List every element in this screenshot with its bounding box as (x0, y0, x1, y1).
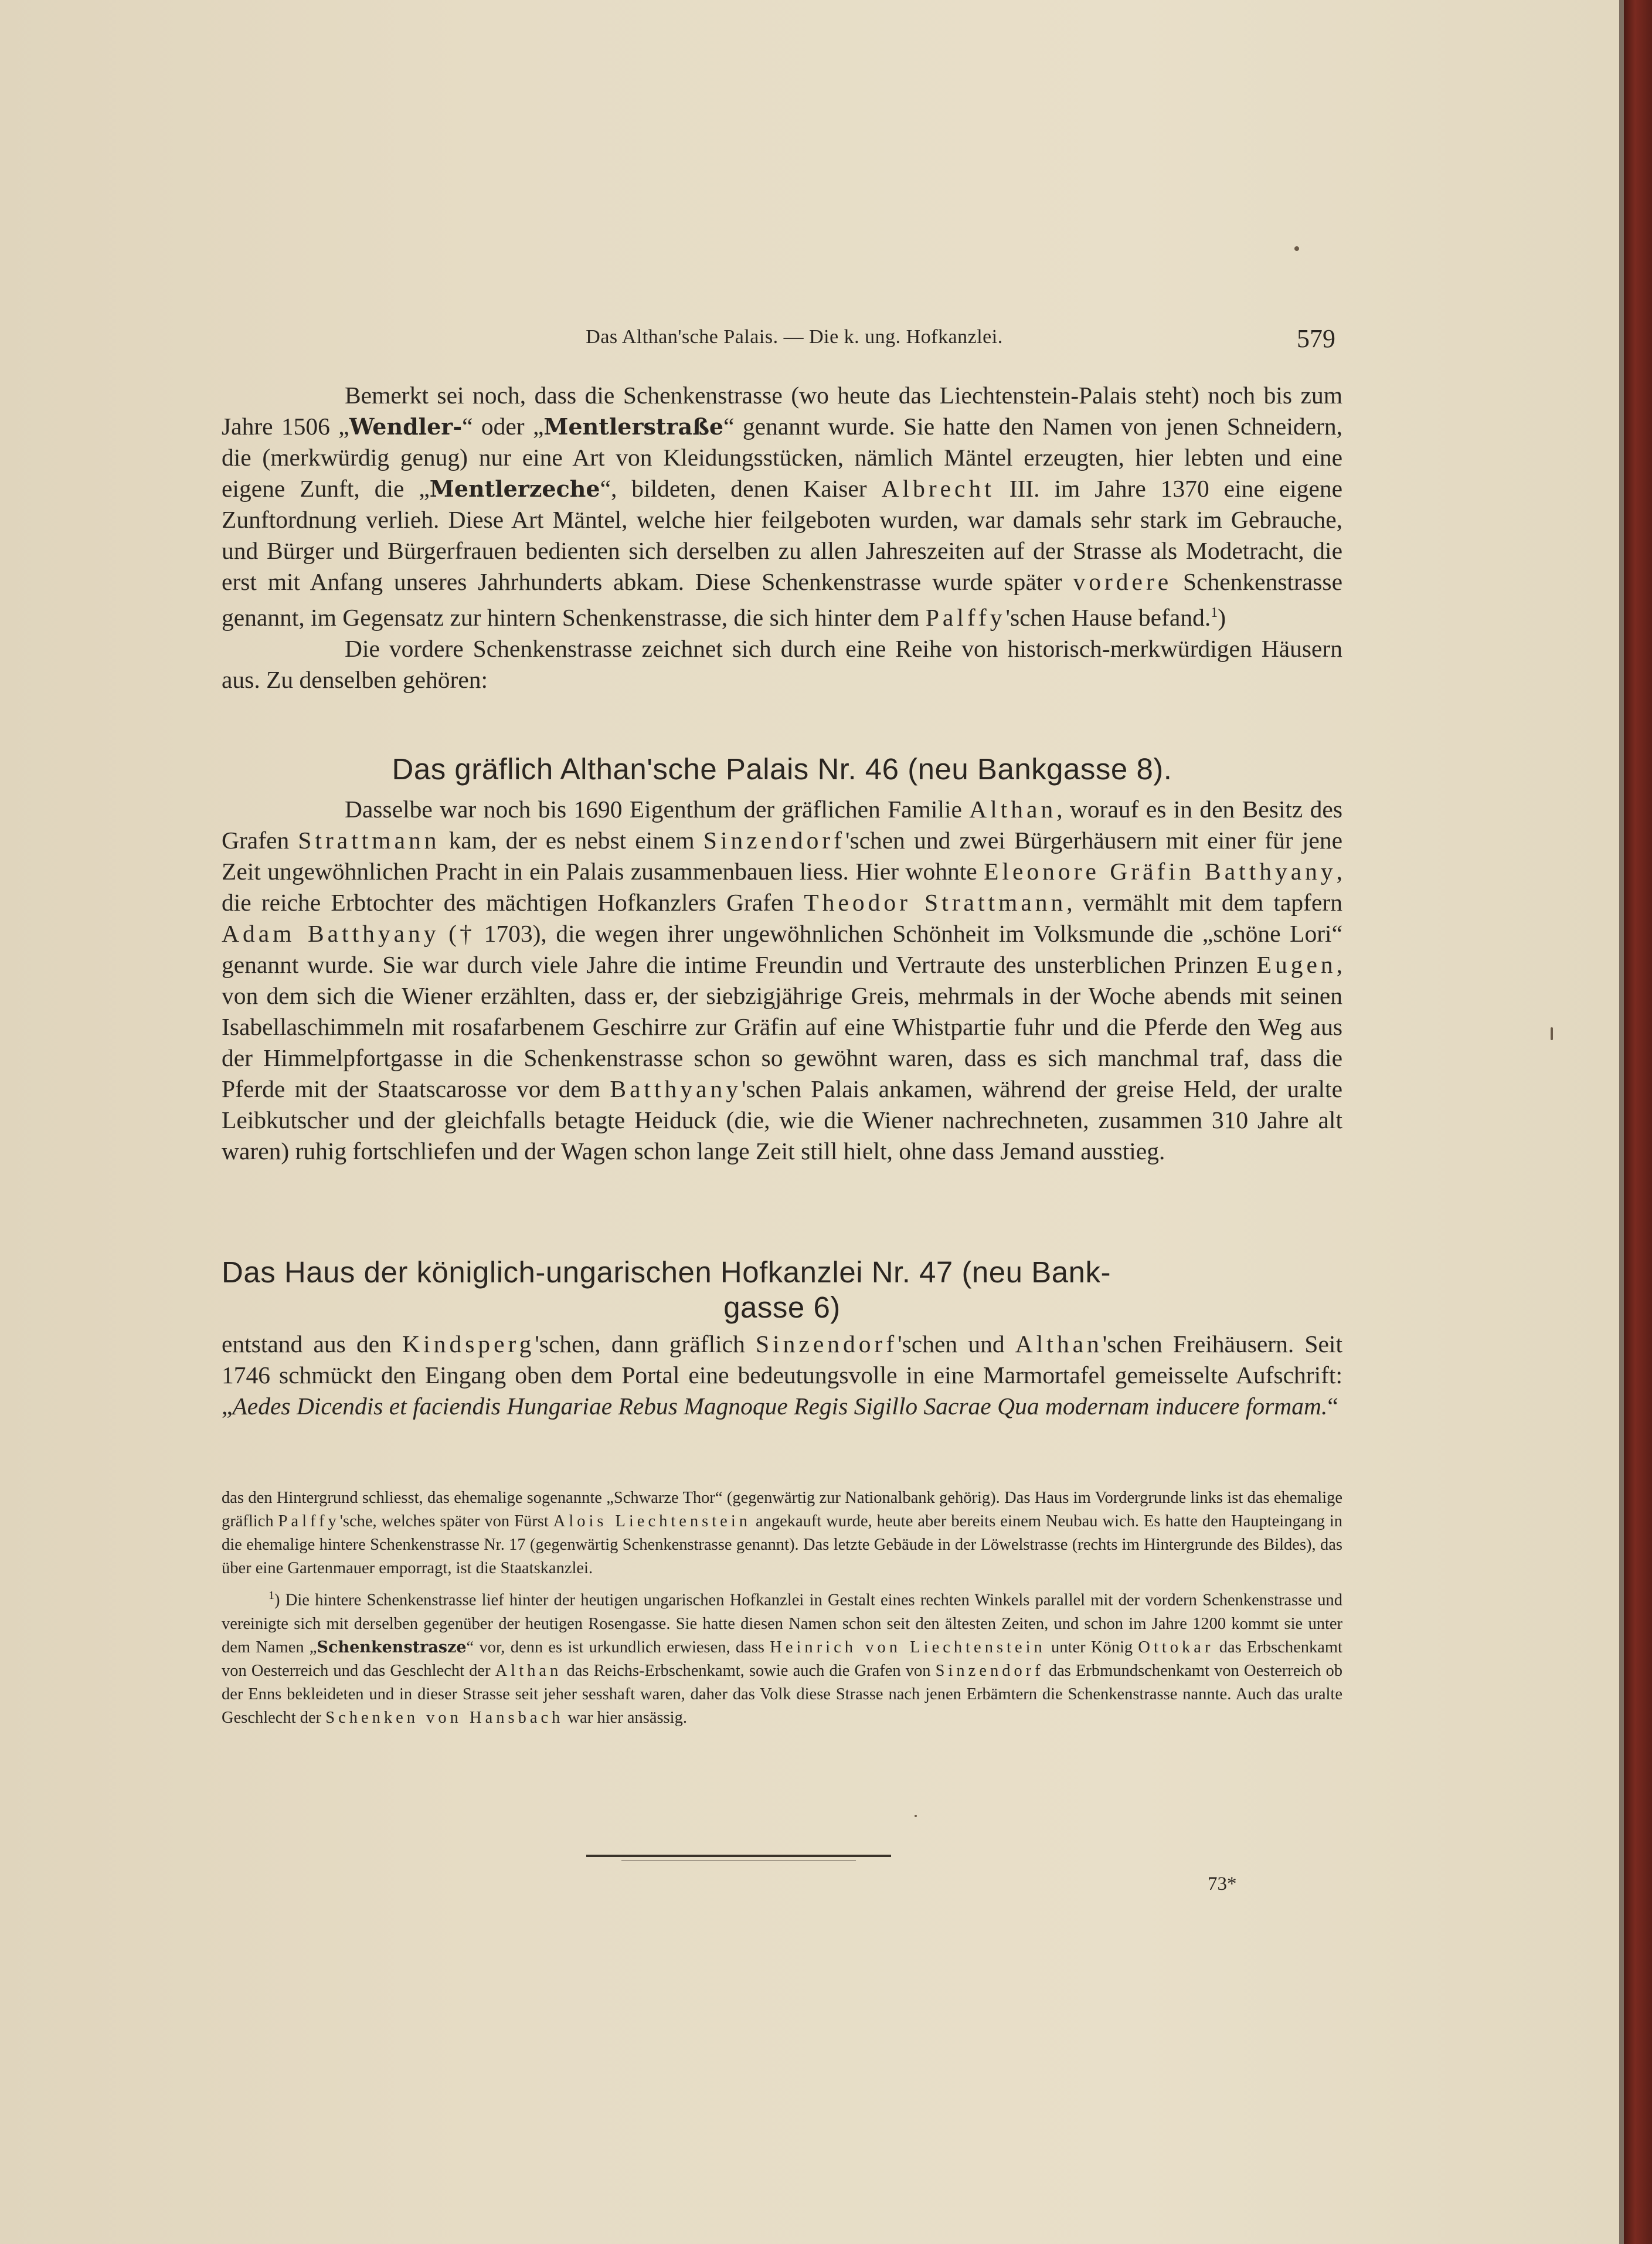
footnotes (222, 1486, 1342, 1730)
fraktur-term: Mentlerstraße (543, 413, 724, 440)
footnote-continued: das den Hintergrund schliesst, das ehemalige sogenannte „Schwarze Thor“ (gegenwärtig zur Nationalbank gehörig). Das Haus im Vordergrunde links ist das ehemalige gräflich Palffy'sche, welches später von Fürst Alois Liechtenstein angekauft wurde, heute aber bereits einem Neubau wich. Es hatte den Haupteingang in die ehemalige hintere Schenkenstrasse Nr. 17 (gegenwärtig Schenkenstrasse genannt). Das letzte Gebäude in der Löwelstrasse (rechts im Hintergrunde des Bildes), das über eine Gartenmauer emporragt, ist die Staatskanzlei. (222, 1489, 1343, 1577)
footnote-1: $^1$) Die hintere Schenkenstrasse lief hinter der heutigen ungarischen Hofkanzlei in Gestalt eines rechten Winkels parallel mit der vordern Schenkenstrasse und vereinigte sich mit derselben gegenüber der heutigen Rosengasse. Sie hatte diesen Namen schon seit den ältesten Zeiten, und schon im Jahre 1200 kommt sie unter dem Namen „Schenkenstrasze“ vor, denn es ist urkundlich erwiesen, dass Heinrich von Liechtenstein unter König Ottokar das Erbschenkamt von Oesterreich und das Geschlecht der Althan das Reichs-Erbschenkamt, sowie auch die Grafen von Sinzendorf das Erbmundschenkamt von Oesterreich ob der Enns bekleideten und in dieser Strasse seit jeher sesshaft waren, daher das Volk diese Strasse nach jenen Erbämtern die Schenkenstrasse nannte. Auch das uralte Geschlecht der Schenken von Hansbach war hier ansässig. (222, 1589, 1342, 1727)
paper-speck (915, 1815, 917, 1817)
intro-paragraph: Bemerkt sei noch, dass die Schenkenstrasse (wo heute das Liechtenstein-Palais steht) noch bis zum Jahre 1506 „Wendler-“ oder „Mentlerstraße“ genannt wurde. Sie hatte den Namen von jenen Schneidern, die (merkwürdig genug) nur eine Art von Kleidungsstücken, nämlich Mäntel erzeugten, hier lebten und eine eigene Zunft, die „Mentlerzeche“, bildeten, denen Kaiser Albrecht III. im Jahre 1370 eine eigene Zunftordnung verlieh. Diese Art Mäntel, welche hier feilgeboten wurden, war damals sehr stark im Gebrauche, und Bürger und Bürgerfrauen bedienten sich derselben zu allen Jahreszeiten auf der Strasse als Modetracht, die erst mit Anfang unseres Jahrhunderts abkam. Diese Schenkenstrasse wurde später vordere Schenkenstrasse genannt, im Gegensatz zur hintern Schenkenstrasse, die sich hinter dem Palffy'schen Hause befand.$^1$) (222, 382, 1342, 631)
paper-speck (1551, 1027, 1553, 1040)
spaced-name: Palffy (925, 603, 1006, 631)
page-number: 579 (1297, 324, 1335, 353)
footnote-ref: 1 (1211, 605, 1218, 620)
end-rule-thin (621, 1860, 856, 1861)
intro-block (222, 380, 1342, 695)
sheet-signature: 73* (1208, 1873, 1237, 1895)
section-heading-line1: Das Haus der königlich-ungarischen Hofkanzlei Nr. 47 (neu Bank- (222, 1255, 1111, 1289)
section-heading-line2: gasse 6) (723, 1291, 841, 1324)
intro-paragraph-2: Die vordere Schenkenstrasse zeichnet sich durch eine Reihe von historisch-merkwürdigen Häusern aus. Zu denselben gehören: (222, 634, 1342, 693)
fraktur-term: Wendler- (349, 413, 463, 440)
section-paragraph: Dasselbe war noch bis 1690 Eigenthum der gräflichen Familie Althan, worauf es in den Besitz des Grafen Strattmann kam, der es nebst einem Sinzendorf'schen und zwei Bürgerhäusern mit einer für jene Zeit ungewöhnlichen Pracht in ein Palais zusammenbauen liess. Hier wohnte Eleonore Gräfin Batthyany, die reiche Erbtochter des mächtigen Hofkanzlers Grafen Theodor Strattmann, vermählt mit dem tapfern Adam Batthyany († 1703), die wegen ihrer ungewöhnlichen Schönheit im Volksmunde die „schöne Lori“ genannt wurde. Sie war durch viele Jahre die intime Freundin und Vertraute des unsterblichen Prinzen Eugen, von dem sich die Wiener erzählten, dass er, der siebzigjährige Greis, mehrmals in der Woche abends mit seinen Isabellaschimmeln mit rosafarbenem Geschirre zur Gräfin auf eine Whistpartie fuhr und die Pferde den Weg aus der Himmelpfortgasse in die Schenkenstrasse schon so gewöhnt waren, dass es sich manchmal traf, dass die Pferde mit der Staatscarosse vor dem Batthyany'schen Palais ankamen, während der greise Held, der uralte Leibkutscher und der gleichfalls betagte Heiduck (die, wie die Wiener nachrechneten, zusammen 310 Jahre alt waren) ruhig fortschliefen und der Wagen schon lange Zeit still hielt, ohne dass Jemand ausstieg. (222, 796, 1343, 1165)
section-paragraph: entstand aus den Kindsperg'schen, dann gräflich Sinzendorf'schen und Althan'schen Freihäusern. Seit 1746 schmückt den Eingang oben dem Portal eine bedeutungsvolle in eine Marmortafel gemeisselte Aufschrift: „Aedes Dicendis et faciendis Hungariae Rebus Magnoque Regis Sigillo Sacrae Qua modernam inducere formam.“ (222, 1330, 1342, 1420)
spaced-word: vordere (1073, 568, 1172, 595)
page-edge-shadow (1619, 0, 1624, 2244)
end-rule (586, 1855, 891, 1857)
book-binding (1624, 0, 1652, 2244)
fraktur-term: Mentlerzeche (429, 476, 600, 502)
section-heading: Das gräflich Althan'sche Palais Nr. 46 (neu Bankgasse 8). (392, 752, 1172, 786)
paper-speck (1294, 246, 1299, 251)
running-head: Das Althan'sche Palais. — Die k. ung. Hofkanzlei. (586, 326, 1003, 348)
section-althan-palais (222, 752, 1342, 1167)
latin-inscription: Aedes Dicendis et faciendis Hungariae Rebus Magnoque Regis Sigillo Sacrae Qua modernam inducere formam. (232, 1393, 1328, 1420)
spaced-name: Albrecht (881, 475, 995, 502)
section-hofkanzlei (222, 1255, 1342, 1422)
